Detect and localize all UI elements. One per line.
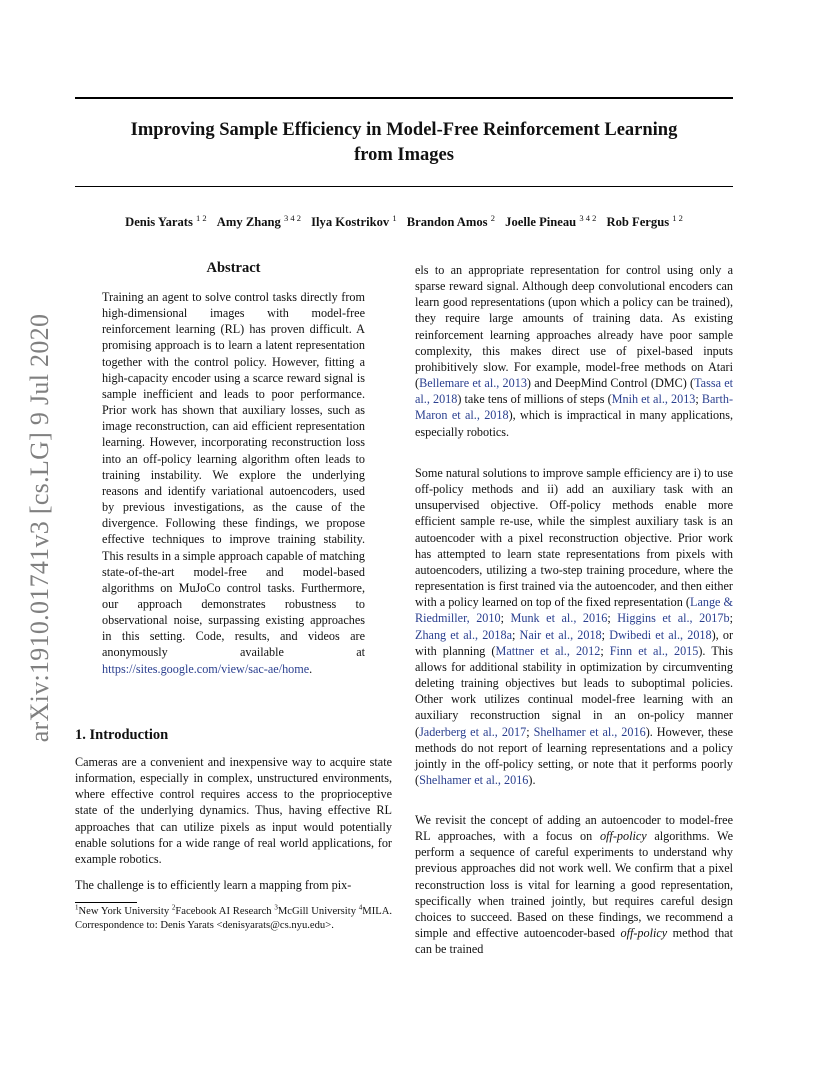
citation-link[interactable]: Tassa et al., 2018 [415,376,734,407]
citation-link[interactable]: Bellemare et al., 2013 [419,376,527,391]
author-name: Denis Yarats [125,215,193,229]
citation-link[interactable]: Mattner et al., 2012 [495,643,601,658]
author [125,212,207,229]
intro-paragraph-1: Cameras are a convenient and inexpensive way to acquire state information, especially in complex, unstructured environments, where effective control requires access to the proprioceptive state of the underlying dynamics. Thus, having effective RL approaches that can utilize pixels as input would potentially enable solutions for a wide range of real world applications, for example robotics. [75,755,392,866]
author-affiliation: 3 4 2 [579,212,597,223]
title-rule-bottom [75,186,733,187]
paragraph-text: ) and DeepMind Control (DMC) ( [526,376,695,391]
author-name: Amy Zhang [216,215,281,229]
section-heading-introduction: 1. Introduction [75,727,169,743]
paragraph-text: ; [695,392,702,407]
arxiv-identifier-stamp: arXiv:1910.01741v3 [cs.LG] 9 Jul 2020 [25,313,54,743]
author-name: Ilya Kostrikov [311,215,390,229]
author-affiliation: 1 2 [196,212,207,223]
citation-link[interactable]: Higgins et al., 2017b [617,611,730,626]
paragraph-text: ; [512,627,520,642]
paper-title [75,118,733,168]
citation-link[interactable]: Mnih et al., 2013 [611,392,696,407]
author-affiliation: 1 [392,212,397,223]
title-rule-top [75,97,733,99]
author [406,212,495,229]
affiliation-footnote [75,905,392,933]
citation-link[interactable]: Shelhamer et al., 2016 [419,772,529,787]
footnote-text: Facebook AI Research [175,906,275,917]
author [505,212,597,229]
paragraph-text: ). However, these methods do not report of learning representations and a policy jointly in the off-policy setting, or note that it performs poorly ( [415,724,734,787]
right-paragraph-1 [415,262,733,440]
paragraph-text: ) take tens of millions of steps ( [457,392,612,407]
footnote-rule [75,902,137,903]
footnote-mark: 4 [358,903,363,912]
citation-link[interactable]: Lange & Riedmiller, 2010 [415,595,733,626]
author-affiliation: 3 4 2 [284,212,301,223]
author [606,212,683,229]
emphasis-text: off-policy [599,829,647,844]
paragraph-text: ). [528,772,536,787]
paragraph-text: ; [607,611,618,626]
paragraph-text: ; [526,724,534,739]
citation-link[interactable]: Barth-Maron et al., 2018 [415,392,734,423]
author-name: Rob Fergus [606,215,670,229]
paragraph-text: els to an appropriate representation for control using only a sparse reward signal. Although deep convolutional encoders can learn good representations (upon which a policy can be trained), they require large amounts of training data. As existing reinforcement learning approaches already have poor sample complexity, this makes direct use of pixel-based inputs prohibitively slow. For example, model-free methods on Atari ( [415,263,733,391]
abstract-heading: Abstract [206,260,261,276]
author-name: Brandon Amos [406,215,488,229]
project-link[interactable]: https://sites.google.com/view/sac-ae/home [102,661,310,676]
citation-link[interactable]: Dwibedi et al., 2018 [609,627,712,642]
citation-link[interactable]: Shelhamer et al., 2016 [533,724,646,739]
right-paragraph-3 [415,812,733,957]
author-list [75,212,733,230]
intro-paragraph-2: The challenge is to efficiently learn a mapping from pix- [75,878,352,892]
paragraph-text: ; [729,611,733,626]
abstract-body [102,289,365,677]
citation-link[interactable]: Munk et al., 2016 [510,611,608,626]
author-affiliation: 2 [490,212,495,223]
paragraph-text: algorithms. We perform a sequence of careful experiments to understand why previous approaches did not work well. We confirm that a pixel reconstruction loss is vital for learning a good representation, specifically when trained jointly, but requires careful design choices to succeed. Based on these findings, we recommend a simple and effective autoencoder-based [415,829,733,941]
paragraph-text: method that can be trained [415,926,733,957]
citation-link[interactable]: Nair et al., 2018 [519,627,602,642]
footnote-mark: 3 [274,903,278,912]
abstract-end: . [309,661,313,676]
paragraph-text: ; [500,611,511,626]
author-name: Joelle Pineau [505,215,577,229]
author-affiliation: 1 2 [672,212,683,223]
paragraph-text: ). This allows for additional stability in optimization by circumventing deleting training objectives but leads to suboptimal policies. Other work utilizes continual model-free learning with an auxiliary reconstruction signal in an on-policy manner ( [415,643,733,739]
author [216,212,301,229]
emphasis-text: off-policy [620,926,668,941]
paragraph-text: ), which is impractical in many applications, especially robotics. [415,408,733,439]
paragraph-text: ), or with planning ( [415,627,734,658]
footnote-text: McGill University [277,906,359,917]
paragraph-text: Some natural solutions to improve sample efficiency are i) to use off-policy methods and ii) add an auxiliary task with an unsupervised objective. Off-policy methods enable more efficient sample re-use, while the simplest auxiliary task is an autoencoder with a pixel reconstruction objective. Prior work has attempted to learn state representations from pixels with autoencoders, utilizing a two-step training procedure, where the representation is first trained via the autoencoder, and then either with a policy learned on top of the fixed representation ( [415,466,733,610]
paragraph-text: ; [601,627,610,642]
citation-link[interactable]: Zhang et al., 2018a [415,627,512,642]
right-paragraph-2 [415,465,733,788]
title-line-2: from Images [354,145,454,165]
citation-link[interactable]: Finn et al., 2015 [609,643,699,658]
footnote-text: MILA. Correspondence to: Denis Yarats <denisyarats@cs.nyu.edu>. [75,906,392,931]
footnote-text: New York University [78,906,172,917]
abstract-text: Training an agent to solve control tasks directly from high-dimensional images with model-free reinforcement learning (RL) has proven difficult. A promising approach is to learn a latent representation together with the control policy. However, fitting a high-capacity encoder using a scarce reward signal is sample inefficient and leads to poor performance. Prior work has shown that auxiliary losses, such as image reconstruction, can aid efficient representation learning. However, incorporating reconstruction loss into an off-policy learning algorithm often leads to training instability. We explore the underlying reasons and identify variational autoencoders, used by previous investigations, as the cause of the divergence. Following these findings, we propose effective techniques to improve training stability. This results in a simple approach capable of matching state-of-the-art model-free and model-based algorithms on MuJoCo control tasks. Furthermore, our approach demonstrates robustness to observational noise, surpassing existing approaches in this setting. Code, results, and videos are anonymously available at [102,290,365,660]
paragraph-text: ; [600,643,610,658]
citation-link[interactable]: Jaderberg et al., 2017 [419,724,527,739]
title-line-1: Improving Sample Efficiency in Model-Free Reinforcement Learning [130,120,678,140]
footnote-mark: 1 [75,903,79,912]
author [311,212,397,229]
paragraph-text: We revisit the concept of adding an autoencoder to model-free RL approaches, with a focus on [415,813,733,844]
footnote-mark: 2 [171,903,176,912]
